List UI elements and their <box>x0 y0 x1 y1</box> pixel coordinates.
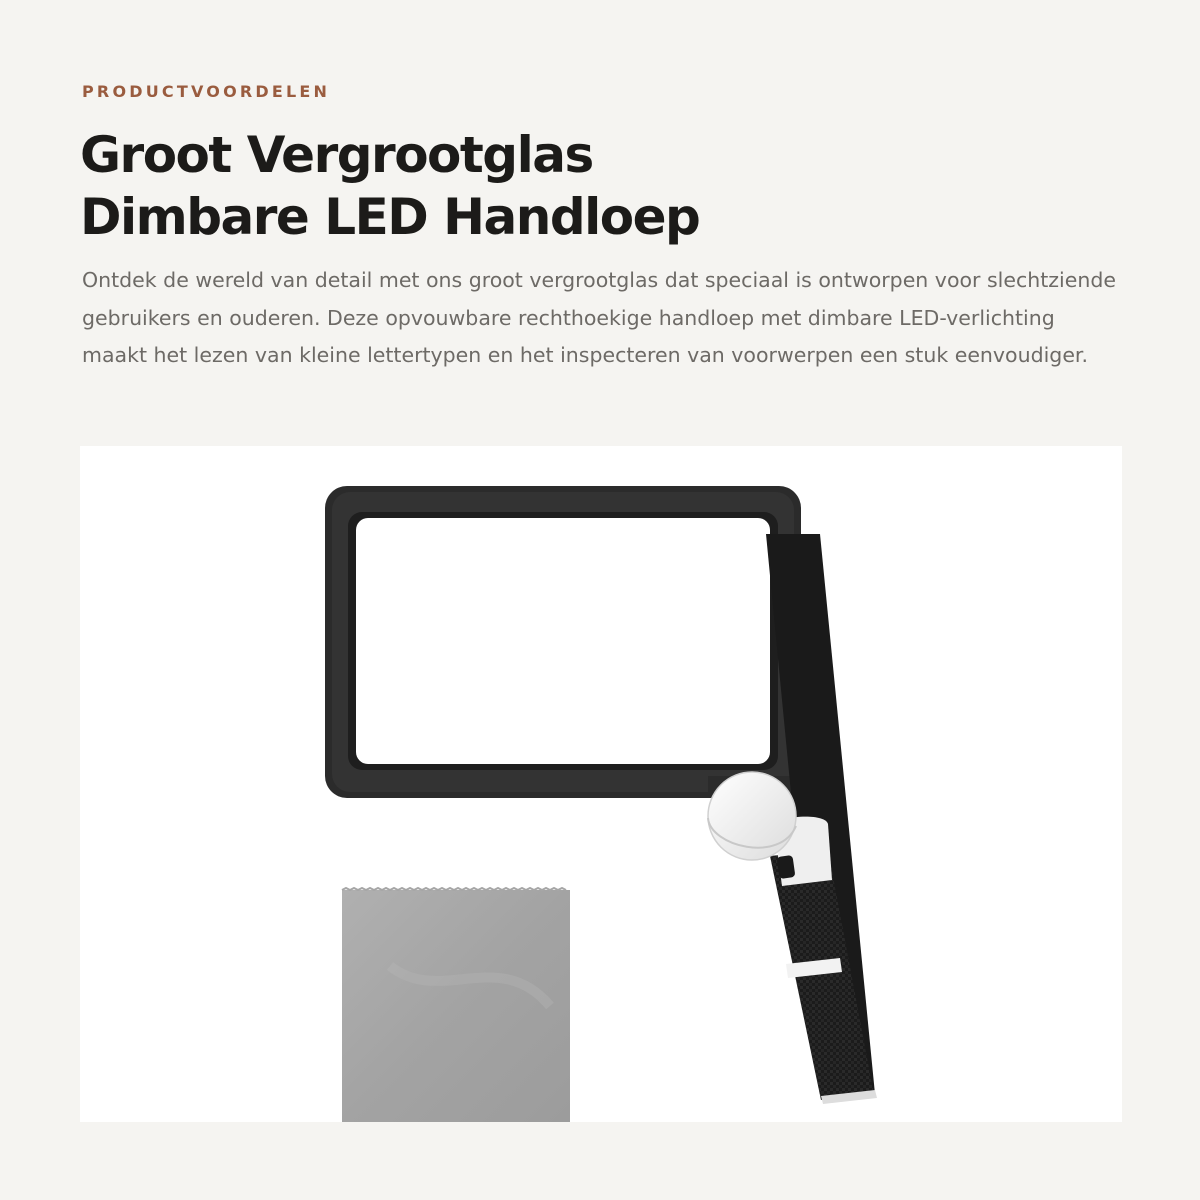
title-line-1: Groot Vergrootglas <box>80 126 593 184</box>
pivot-knob <box>708 772 796 860</box>
product-illustration <box>80 446 1122 1122</box>
title-line-2: Dimbare LED Handloep <box>80 188 700 246</box>
section-eyebrow: PRODUCTVOORDELEN <box>82 82 331 101</box>
page-title <box>80 124 699 248</box>
cleaning-cloth <box>342 888 570 1122</box>
magnifier-frame <box>325 486 801 798</box>
product-image <box>80 446 1122 1122</box>
product-description: Ontdek de wereld van detail met ons groot vergrootglas dat speciaal is ontworpen voor slechtziende gebruikers en ouderen. Deze opvouwbare rechthoekige handloep met dimbare LED-verlichting maakt het lezen van kleine lettertypen en het inspecteren van voorwerpen een stuk eenvoudiger. <box>82 268 1116 367</box>
